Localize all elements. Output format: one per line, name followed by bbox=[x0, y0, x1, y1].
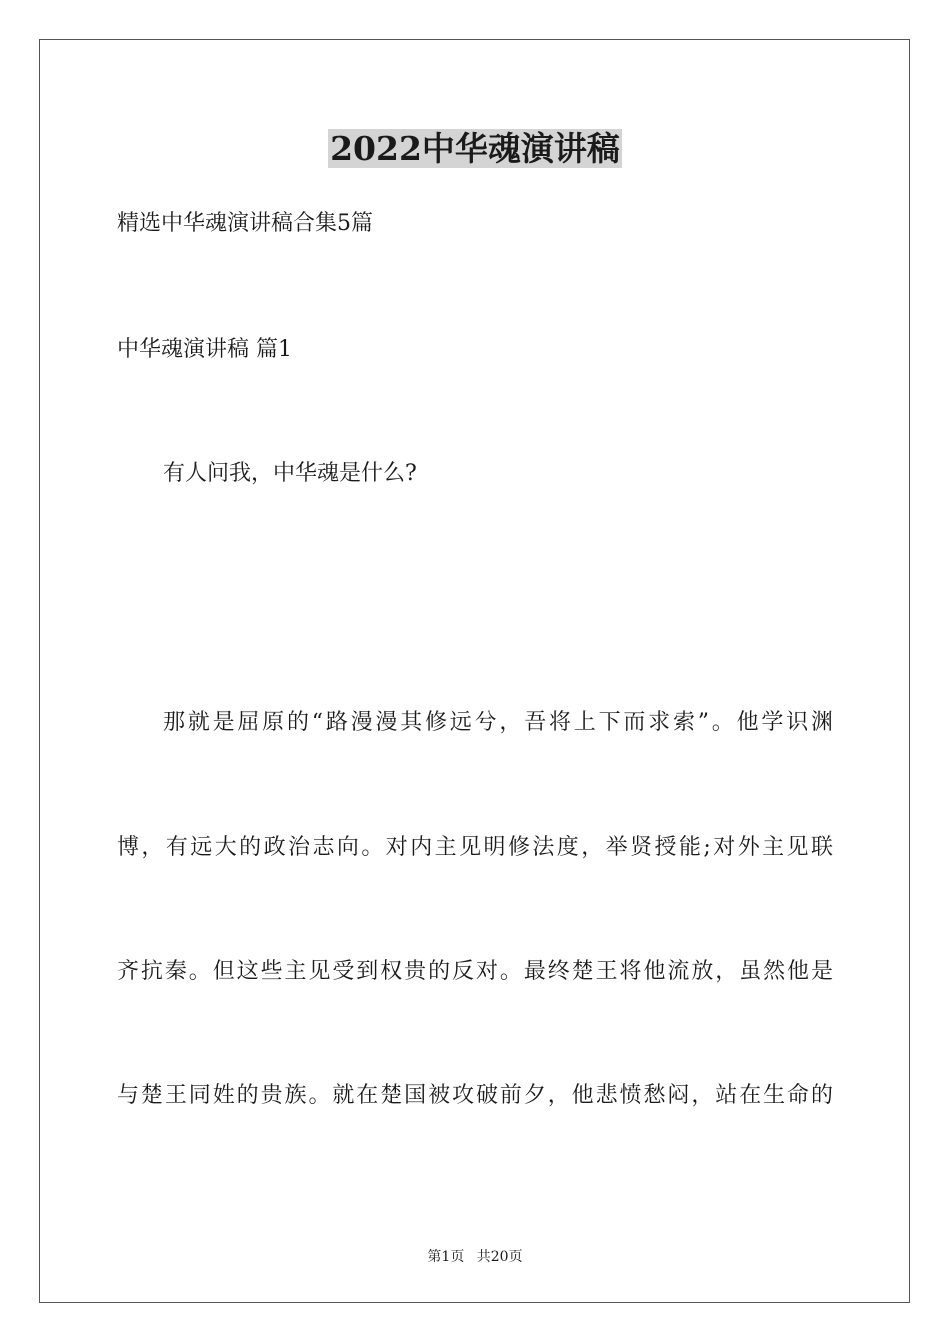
paragraph-line: 与楚王同姓的贵族。就在楚国被攻破前夕，他悲愤愁闷，站在生命的 bbox=[117, 1083, 833, 1108]
document-subtitle: 精选中华魂演讲稿合集5篇 bbox=[117, 211, 373, 236]
paragraph-line: 博，有远大的政治志向。对内主见明修法度，举贤授能;对外主见联 bbox=[117, 835, 833, 860]
paragraph-line: 齐抗秦。但这些主见受到权贵的反对。最终楚王将他流放，虽然他是 bbox=[117, 959, 833, 984]
document-title bbox=[0, 127, 950, 171]
paragraph-line: 那就是屈原的“路漫漫其修远兮，吾将上下而求索”。他学识渊 bbox=[163, 710, 833, 735]
document-title-text: 2022中华魂演讲稿 bbox=[330, 129, 620, 168]
paragraph-line: 有人问我，中华魂是什么? bbox=[163, 461, 417, 486]
page-number-footer: 第1页 共20页 bbox=[427, 1249, 523, 1265]
section-heading: 中华魂演讲稿 篇1 bbox=[117, 337, 292, 362]
